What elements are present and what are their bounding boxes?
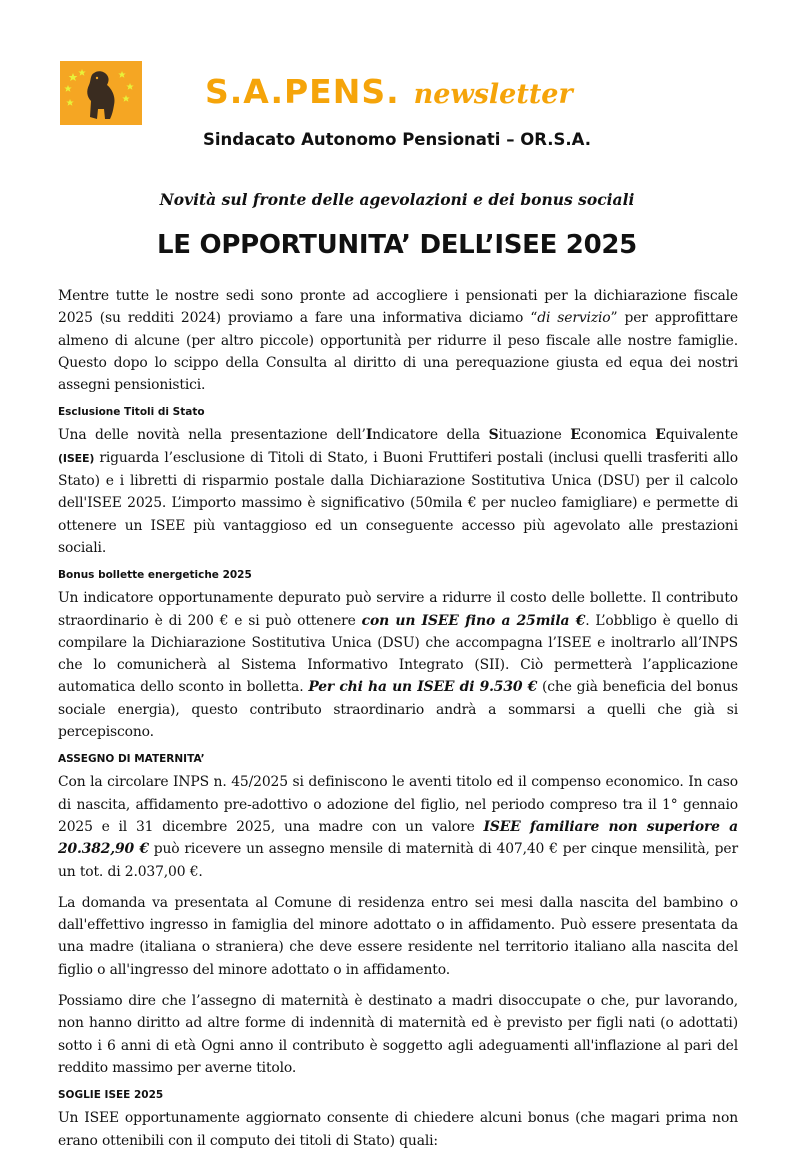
article-body [58, 285, 738, 1161]
bonus-bollette-paragraph: Un indicatore opportunamente depurato può servire a ridurre il costo delle bollette. Il contributo straordinario è di 200 € e si può ottenere con un ISEE fino a 25mila €. L’obbligo è quello di compilare la Dichiarazione Sostitutiva Unica (DSU) che accompagna l’ISEE e inoltrarlo all’INPS che lo comunicherà al Sistema Informativo Integrato (SII). Ciò permetterà l’applicazione automatica dello sconto in bolletta. Per chi ha un ISEE di 9.530 € (che già beneficia del bonus sociale energia), questo contributo straordinario andrà a sommarsi a quelli che già si percepiscono. [58, 590, 739, 741]
union-subtitle: Sindacato Autonomo Pensionati – OR.S.A. [202, 130, 592, 149]
titoli-di-stato-paragraph: Una delle novità nella presentazione dell’Indicatore della Situazione Economica Equivalente (ISEE) riguarda l’esclusione di Titoli di Stato, i Buoni Fruttiferi postali (inclusi quelli trasferiti allo Stato) e i libretti di risparmio postale dalla Dichiarazione Sostitutiva Unica (DSU) per il calcolo dell'ISEE 2025. L’importo massimo è significativo (50mila € per nucleo famigliare) e permette di ottenere un ISEE più vantaggioso ed un conseguente accesso più agevolato alle prestazioni sociali. [58, 427, 739, 556]
assegno-maternita-paragraph-3: Possiamo dire che l’assegno di maternità è destinato a madri disoccupate o che, pur lavorando, non hanno diritto ad altre forme di indennità di maternità ed è previsto per figli nati (o adottati) sotto i 6 anni di età Ogni anno il contributo è soggetto agli adeguamenti all'inflazione al pari del reddito massimo per averne titolo. [58, 993, 738, 1076]
section-heading-titoli-di-stato: Esclusione Titoli di Stato [58, 406, 205, 419]
article-title: LE OPPORTUNITA’ DELL’ISEE 2025 [157, 230, 637, 260]
soglie-isee-paragraph: Un ISEE opportunamente aggiornato consente di chiedere alcuni bonus (che magari prima non erano ottenibili con il computo dei titoli di Stato) quali: [58, 1110, 738, 1149]
logo [60, 61, 142, 125]
brand-name: S.A.PENS. [205, 72, 400, 111]
brand-subtitle: newsletter [413, 79, 573, 110]
article-kicker: Novità sul fronte delle agevolazioni e dei bonus sociali [159, 190, 635, 209]
section-heading-bonus-bollette: Bonus bollette energetiche 2025 [58, 569, 252, 582]
section-heading-assegno-maternita: ASSEGNO DI MATERNITA’ [58, 753, 205, 766]
intro-paragraph: Mentre tutte le nostre sedi sono pronte ad accogliere i pensionati per la dichiarazione fiscale 2025 (su redditi 2024) proviamo a fare una informativa diciamo “di servizio” per approfittare almeno di alcune (per altro piccole) opportunità per ridurre il peso fiscale alle nostre famiglie. Questo dopo lo scippo della Consulta al diritto di una perequazione giusta ed equa dei nostri assegni pensionistici. [58, 288, 738, 394]
masthead [205, 72, 573, 111]
assegno-maternita-paragraph-2: La domanda va presentata al Comune di residenza entro sei mesi dalla nascita del bambino o dall'effettivo ingresso in famiglia del minore adottato o in affidamento. Può essere presentata da una madre (italiana o straniera) che deve essere residente nel territorio italiano alla nascita del figlio o all'ingresso del minore adottato o in affidamento. [58, 894, 738, 978]
bear-with-stars-icon [60, 61, 142, 125]
assegno-maternita-paragraph-1: Con la circolare INPS n. 45/2025 si definiscono le aventi titolo ed il compenso economico. In caso di nascita, affidamento pre-adottivo o adozione del figlio, nel periodo compreso tra il 1° gennaio 2025 e il 31 dicembre 2025, una madre con un valore ISEE familiare non superiore a 20.382,90 € può ricevere un assegno mensile di maternità di 407,40 € per cinque mensilità, per un tot. di 2.037,00 €. [58, 774, 738, 880]
section-heading-soglie-isee: SOGLIE ISEE 2025 [58, 1089, 164, 1102]
